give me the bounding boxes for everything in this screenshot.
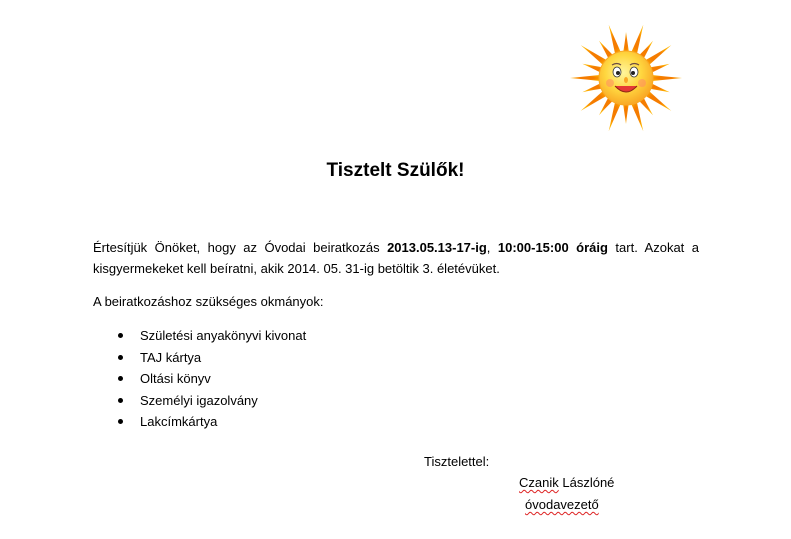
list-item: TAJ kártya	[93, 347, 306, 369]
enrollment-dates: 2013.05.13-17-ig	[387, 240, 487, 255]
closing-salutation: Tisztelettel:	[424, 454, 490, 469]
required-docs-list	[93, 325, 306, 433]
bullet-icon	[118, 376, 123, 381]
notice-paragraph	[93, 237, 699, 279]
bullet-icon	[118, 333, 123, 338]
signature-name	[519, 474, 614, 492]
list-item: Személyi igazolvány	[93, 390, 306, 412]
bullet-icon	[118, 398, 123, 403]
required-docs-heading: A beiratkozáshoz szükséges okmányok:	[93, 294, 324, 309]
list-item: Oltási könyv	[93, 368, 306, 390]
signature-first-name: Czanik	[519, 475, 559, 490]
signature-last-name: Lászlóné	[558, 475, 615, 490]
sun-icon	[568, 20, 684, 136]
list-item: Születési anyakönyvi kivonat	[93, 325, 306, 347]
notice-text-3: tart. Azokat a kisgyermekeket kell beíratni, akik 2014. 05. 31-ig betöltik 3. életévüket.	[93, 240, 699, 276]
enrollment-hours: 10:00-15:00 óráig	[497, 240, 608, 255]
bullet-icon	[118, 419, 123, 424]
signature-role: óvodavezető	[525, 497, 599, 512]
list-item: Lakcímkártya	[93, 411, 306, 433]
bullet-icon	[118, 355, 123, 360]
notice-text-1: Értesítjük Önöket, hogy az Óvodai beiratkozás	[93, 240, 388, 255]
page-title: Tisztelt Szülők!	[326, 160, 465, 181]
notice-text-2: ,	[486, 240, 498, 255]
